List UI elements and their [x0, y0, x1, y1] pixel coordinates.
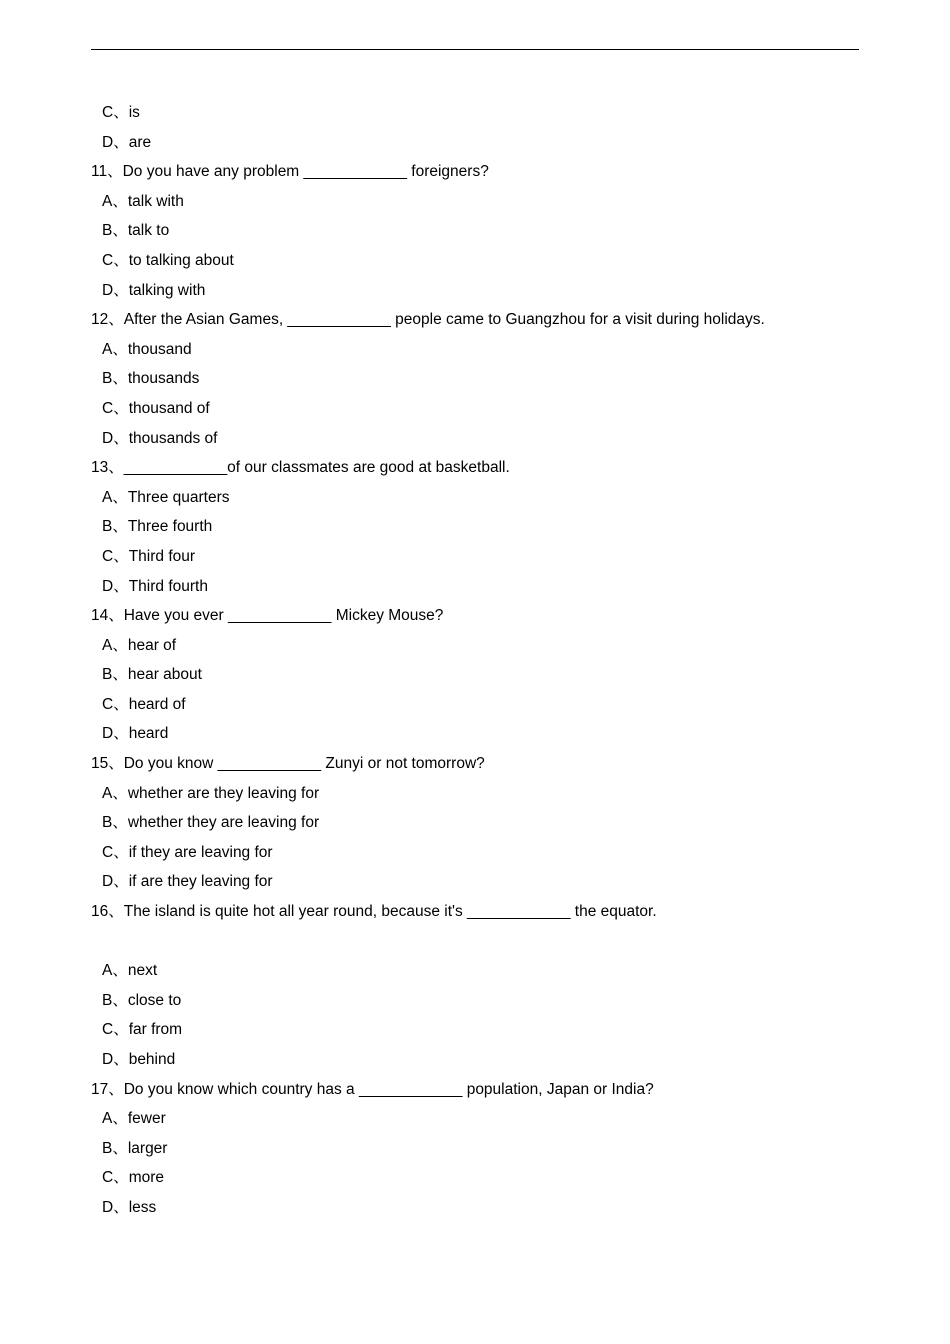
- q15-stem: 15、Do you know ____________ Zunyi or not tomorrow?: [91, 755, 485, 773]
- q11-stem: 11、Do you have any problem ____________ foreigners?: [91, 163, 489, 181]
- q16-option-d: D、behind: [102, 1051, 176, 1068]
- q15-option-d: D、if are they leaving for: [102, 873, 273, 891]
- q15-option-c: C、if they are leaving for: [102, 843, 273, 861]
- q16-option-c: C、far from: [102, 1021, 183, 1039]
- q13-option-c: C、Third four: [102, 547, 196, 565]
- q14-option-c: C、heard of: [102, 695, 186, 713]
- q16-stem: 16、The island is quite hot all year round, because it's ____________ the equator.: [91, 903, 657, 921]
- q13-option-a: A、Three quarters: [102, 488, 230, 506]
- q16-blank-line: [91, 927, 859, 957]
- q11-option-d: D、talking with: [102, 281, 206, 299]
- q13-option-b: B、Three fourth: [102, 518, 213, 536]
- q12-option-b: B、thousands: [102, 370, 200, 388]
- q16-option-b: B、close to: [102, 991, 182, 1009]
- q10-option-c: C、is: [102, 104, 140, 121]
- q11-option-b: B、talk to: [102, 222, 170, 240]
- q16-option-a: A、next: [102, 962, 158, 980]
- q10-option-d: D、are: [102, 133, 152, 151]
- q14-stem: 14、Have you ever ____________ Mickey Mouse?: [91, 607, 444, 625]
- header-rule: [91, 49, 859, 50]
- q14-option-b: B、hear about: [102, 666, 202, 684]
- q14-option-a: A、hear of: [102, 636, 177, 654]
- q14-option-d: D、heard: [102, 725, 169, 743]
- q11-option-a: A、talk with: [102, 192, 184, 210]
- q17-option-d: D、less: [102, 1198, 157, 1216]
- q15-option-b: B、whether they are leaving for: [102, 814, 320, 832]
- q12-option-c: C、thousand of: [102, 399, 210, 417]
- q12-option-a: A、thousand: [102, 340, 192, 358]
- q11-option-c: C、to talking about: [102, 251, 234, 269]
- q12-option-d: D、thousands of: [102, 429, 218, 447]
- question-list: [91, 98, 859, 1223]
- q17-option-c: C、more: [102, 1169, 165, 1187]
- q13-stem: 13、____________of our classmates are good at basketball.: [91, 459, 510, 477]
- q17-option-a: A、fewer: [102, 1110, 166, 1128]
- q17-option-b: B、larger: [102, 1139, 168, 1157]
- q12-stem: 12、After the Asian Games, ____________ people came to Guangzhou for a visit during holidays.: [91, 311, 765, 329]
- q15-option-a: A、whether are they leaving for: [102, 784, 320, 802]
- q17-stem: 17、Do you know which country has a ____________ population, Japan or India?: [91, 1080, 654, 1098]
- q13-option-d: D、Third fourth: [102, 577, 208, 595]
